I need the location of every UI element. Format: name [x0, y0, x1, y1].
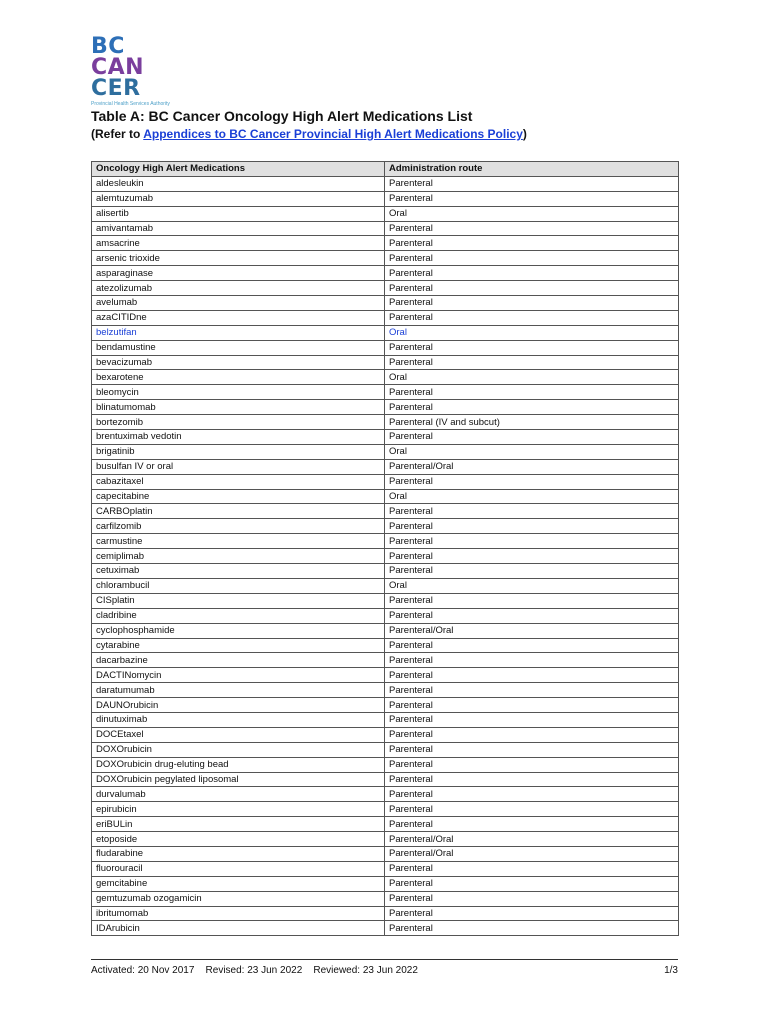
medication-name: atezolizumab — [92, 281, 385, 296]
administration-route: Parenteral — [385, 281, 679, 296]
administration-route: Parenteral — [385, 742, 679, 757]
administration-route: Parenteral — [385, 236, 679, 251]
table-row — [92, 817, 679, 832]
medication-name: IDArubicin — [92, 921, 385, 936]
table-row — [92, 876, 679, 891]
administration-route: Parenteral — [385, 221, 679, 236]
medication-name: arsenic trioxide — [92, 251, 385, 266]
administration-route: Parenteral — [385, 474, 679, 489]
policy-reference — [91, 127, 527, 141]
administration-route: Parenteral — [385, 608, 679, 623]
administration-route: Parenteral — [385, 757, 679, 772]
medication-name: CISplatin — [92, 593, 385, 608]
table-row — [92, 266, 679, 281]
medication-name: cladribine — [92, 608, 385, 623]
administration-route: Oral — [385, 370, 679, 385]
table-header-row — [92, 162, 679, 177]
logo-tagline: Provincial Health Services Authority — [91, 101, 170, 107]
administration-route: Parenteral — [385, 534, 679, 549]
medication-name: azaCITIDne — [92, 310, 385, 325]
table-row — [92, 638, 679, 653]
table-row — [92, 906, 679, 921]
table-row — [92, 430, 679, 445]
table-row — [92, 802, 679, 817]
high-alert-medications-table — [91, 161, 679, 936]
administration-route: Oral — [385, 578, 679, 593]
table-row — [92, 772, 679, 787]
table-row — [92, 921, 679, 936]
table-row — [92, 370, 679, 385]
medication-name: gemtuzumab ozogamicin — [92, 891, 385, 906]
table-row — [92, 296, 679, 311]
page-number: 1/3 — [664, 965, 678, 976]
medication-name: DAUNOrubicin — [92, 698, 385, 713]
table-row — [92, 742, 679, 757]
table-row — [92, 355, 679, 370]
medication-name: blinatumomab — [92, 400, 385, 415]
table-row — [92, 668, 679, 683]
administration-route: Oral — [385, 206, 679, 221]
logo-line-3: CER — [91, 76, 141, 101]
table-row — [92, 206, 679, 221]
table-row — [92, 891, 679, 906]
table-row — [92, 549, 679, 564]
administration-route: Parenteral/Oral — [385, 846, 679, 861]
medication-name: busulfan IV or oral — [92, 459, 385, 474]
administration-route: Parenteral — [385, 712, 679, 727]
medication-name: DOXOrubicin pegylated liposomal — [92, 772, 385, 787]
administration-route: Parenteral — [385, 385, 679, 400]
table-row — [92, 236, 679, 251]
table-row — [92, 221, 679, 236]
administration-route: Parenteral — [385, 296, 679, 311]
administration-route: Parenteral — [385, 400, 679, 415]
table-row — [92, 623, 679, 638]
revised-date: Revised: 23 Jun 2022 — [205, 965, 303, 976]
medication-name: dacarbazine — [92, 653, 385, 668]
medication-name: cyclophosphamide — [92, 623, 385, 638]
medication-name: CARBOplatin — [92, 504, 385, 519]
administration-route: Parenteral — [385, 891, 679, 906]
medication-name: cytarabine — [92, 638, 385, 653]
administration-route: Parenteral — [385, 698, 679, 713]
table-row — [92, 310, 679, 325]
table-row — [92, 608, 679, 623]
administration-route: Parenteral — [385, 549, 679, 564]
medication-name: epirubicin — [92, 802, 385, 817]
medication-name: bendamustine — [92, 340, 385, 355]
medication-name: cetuximab — [92, 564, 385, 579]
appendices-link[interactable]: Appendices to BC Cancer Provincial High Alert Medications Policy — [143, 127, 523, 141]
medication-name: capecitabine — [92, 489, 385, 504]
medication-name: alisertib — [92, 206, 385, 221]
table-row — [92, 578, 679, 593]
table-row — [92, 385, 679, 400]
table-row — [92, 459, 679, 474]
table-row — [92, 400, 679, 415]
administration-route: Parenteral — [385, 251, 679, 266]
medication-name: fluorouracil — [92, 861, 385, 876]
table-row — [92, 415, 679, 430]
administration-route: Parenteral — [385, 340, 679, 355]
administration-route: Parenteral/Oral — [385, 459, 679, 474]
medication-name: cemiplimab — [92, 549, 385, 564]
medication-name: DOXOrubicin drug-eluting bead — [92, 757, 385, 772]
administration-route: Oral — [385, 444, 679, 459]
table-row — [92, 564, 679, 579]
medication-name: brentuximab vedotin — [92, 430, 385, 445]
table-row — [92, 698, 679, 713]
medication-name: dinutuximab — [92, 712, 385, 727]
reference-suffix: ) — [522, 127, 527, 141]
administration-route: Parenteral — [385, 668, 679, 683]
page-title: Table A: BC Cancer Oncology High Alert Medications List — [91, 108, 473, 124]
activated-date: Activated: 20 Nov 2017 — [91, 965, 195, 976]
logo-line-1: BC — [91, 34, 125, 59]
administration-route: Parenteral — [385, 861, 679, 876]
administration-route: Parenteral — [385, 772, 679, 787]
administration-route: Parenteral — [385, 430, 679, 445]
table-row — [92, 534, 679, 549]
administration-route: Parenteral — [385, 787, 679, 802]
administration-route: Parenteral — [385, 921, 679, 936]
table-row — [92, 861, 679, 876]
table-row — [92, 832, 679, 847]
administration-route: Parenteral — [385, 638, 679, 653]
administration-route: Parenteral — [385, 593, 679, 608]
table-row — [92, 727, 679, 742]
medication-name: ibritumomab — [92, 906, 385, 921]
table-row — [92, 176, 679, 191]
medication-name: fludarabine — [92, 846, 385, 861]
medication-name: carfilzomib — [92, 519, 385, 534]
table-row — [92, 489, 679, 504]
table-row — [92, 340, 679, 355]
table-row — [92, 251, 679, 266]
table-row — [92, 846, 679, 861]
header-route: Administration route — [385, 162, 679, 177]
reviewed-date: Reviewed: 23 Jun 2022 — [313, 965, 418, 976]
table-row — [92, 474, 679, 489]
bc-cancer-logo — [91, 36, 201, 107]
table-row — [92, 504, 679, 519]
medication-name: cabazitaxel — [92, 474, 385, 489]
table-row — [92, 444, 679, 459]
medication-name: carmustine — [92, 534, 385, 549]
medication-name: gemcitabine — [92, 876, 385, 891]
administration-route: Parenteral — [385, 310, 679, 325]
table-row — [92, 519, 679, 534]
administration-route: Oral — [385, 325, 679, 340]
table-row — [92, 281, 679, 296]
table-row — [92, 757, 679, 772]
administration-route: Parenteral — [385, 266, 679, 281]
medication-name: daratumumab — [92, 683, 385, 698]
medication-name: avelumab — [92, 296, 385, 311]
administration-route: Parenteral — [385, 504, 679, 519]
administration-route: Oral — [385, 489, 679, 504]
administration-route: Parenteral — [385, 355, 679, 370]
medication-name: bevacizumab — [92, 355, 385, 370]
administration-route: Parenteral/Oral — [385, 623, 679, 638]
header-medication: Oncology High Alert Medications — [92, 162, 385, 177]
medication-name: brigatinib — [92, 444, 385, 459]
administration-route: Parenteral — [385, 802, 679, 817]
medication-name: bortezomib — [92, 415, 385, 430]
administration-route: Parenteral — [385, 564, 679, 579]
medication-name: DOXOrubicin — [92, 742, 385, 757]
administration-route: Parenteral — [385, 906, 679, 921]
medication-name: DOCEtaxel — [92, 727, 385, 742]
table-row — [92, 325, 679, 340]
footer-divider — [91, 959, 678, 960]
administration-route: Parenteral — [385, 727, 679, 742]
logo-line-2: CAN — [91, 55, 145, 80]
medication-name: asparaginase — [92, 266, 385, 281]
medication-name: chlorambucil — [92, 578, 385, 593]
table-row — [92, 683, 679, 698]
table-row — [92, 653, 679, 668]
medication-name: amivantamab — [92, 221, 385, 236]
medication-name: bexarotene — [92, 370, 385, 385]
table-body — [92, 176, 679, 935]
administration-route: Parenteral — [385, 191, 679, 206]
reference-prefix: (Refer to — [91, 127, 144, 141]
medication-name: amsacrine — [92, 236, 385, 251]
administration-route: Parenteral — [385, 876, 679, 891]
administration-route: Parenteral — [385, 176, 679, 191]
medication-name: aldesleukin — [92, 176, 385, 191]
medication-name: belzutifan — [92, 325, 385, 340]
medication-name: eriBULin — [92, 817, 385, 832]
medication-name: alemtuzumab — [92, 191, 385, 206]
table-row — [92, 191, 679, 206]
footer — [91, 965, 678, 976]
administration-route: Parenteral — [385, 519, 679, 534]
administration-route: Parenteral — [385, 817, 679, 832]
medication-name: durvalumab — [92, 787, 385, 802]
administration-route: Parenteral — [385, 653, 679, 668]
medication-name: etoposide — [92, 832, 385, 847]
medication-name: DACTINomycin — [92, 668, 385, 683]
table-row — [92, 787, 679, 802]
administration-route: Parenteral — [385, 683, 679, 698]
table-row — [92, 593, 679, 608]
table-row — [92, 712, 679, 727]
administration-route: Parenteral (IV and subcut) — [385, 415, 679, 430]
administration-route: Parenteral/Oral — [385, 832, 679, 847]
medication-name: bleomycin — [92, 385, 385, 400]
